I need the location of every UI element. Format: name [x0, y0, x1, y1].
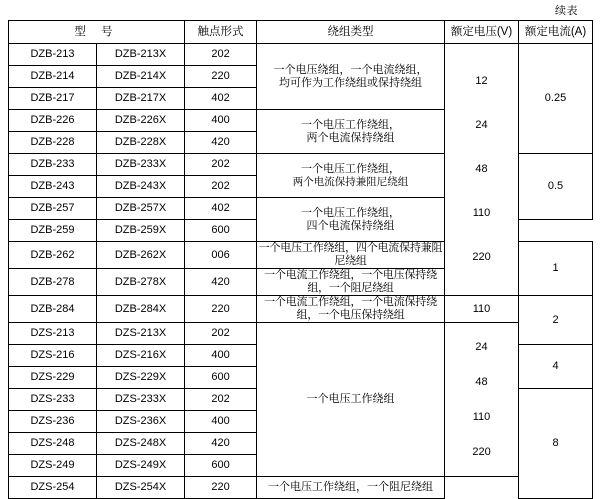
cell-model-a: DZB-278: [9, 269, 97, 296]
cell-model-a: DZS-213: [9, 323, 97, 345]
cell-model-b: DZS-229X: [97, 367, 185, 389]
table-header-row: [9, 21, 593, 44]
cell-contact: 220: [185, 66, 257, 88]
cell-model-b: DZS-248X: [97, 433, 185, 455]
cell-model-a: DZS-249: [9, 455, 97, 477]
cell-model-b: DZB-233X: [97, 154, 185, 176]
cell-model-b: DZB-243X: [97, 176, 185, 198]
cell-contact: 420: [185, 433, 257, 455]
cell-rated-current: 1: [519, 242, 593, 296]
cell-rated-voltage: [445, 44, 519, 296]
cell-winding: [257, 242, 445, 269]
cell-winding: [257, 154, 445, 198]
header-rated-voltage: 额定电压(V): [445, 21, 519, 44]
cell-model-a: DZS-236: [9, 411, 97, 433]
cell-model-a: DZB-226: [9, 110, 97, 132]
cell-model-a: DZS-216: [9, 345, 97, 367]
cell-contact: 006: [185, 242, 257, 269]
cell-contact: 220: [185, 296, 257, 323]
cell-model-a: DZS-229: [9, 367, 97, 389]
cell-winding: [257, 198, 445, 242]
cell-contact: 202: [185, 154, 257, 176]
cell-rated-current: 4: [519, 345, 593, 389]
cell-model-b: DZB-278X: [97, 269, 185, 296]
cell-model-a: DZB-233: [9, 154, 97, 176]
voltage-value: 24: [475, 340, 488, 353]
cell-model-b: DZS-254X: [97, 477, 185, 499]
cell-winding: [257, 269, 445, 296]
cell-model-b: DZB-226X: [97, 110, 185, 132]
table-row: [9, 477, 593, 499]
winding-line-2: 两个电流保持绕组: [306, 131, 395, 144]
cell-contact: 202: [185, 44, 257, 66]
header-model: 型 号: [9, 21, 185, 44]
winding-line-1: 一个电流工作绕组，一个电流保持绕组，一个电压保持绕组: [264, 296, 437, 321]
cell-contact: 420: [185, 132, 257, 154]
cell-model-b: DZB-213X: [97, 44, 185, 66]
cell-model-a: DZB-257: [9, 198, 97, 220]
voltage-value: 48: [475, 163, 488, 175]
winding-line-1: 一个电流工作绕组，一个电压保持绕组，一个阻尼绕组: [264, 269, 437, 294]
cell-model-a: DZB-284: [9, 296, 97, 323]
winding-line-1: 一个电压工作绕组，: [301, 118, 401, 131]
voltage-value: 24: [475, 119, 488, 131]
voltage-value: 110: [472, 207, 491, 219]
header-winding-type: 绕组类型: [257, 21, 445, 44]
cell-model-b: DZS-216X: [97, 345, 185, 367]
cell-model-b: DZS-249X: [97, 455, 185, 477]
winding-line-1: 一个电压工作绕组: [306, 393, 395, 405]
winding-line-2: 均可作为工作绕组或保持绕组: [279, 76, 423, 89]
cell-contact: 400: [185, 345, 257, 367]
continued-table-label: 续表: [555, 5, 578, 17]
cell-rated-voltage: 110: [445, 296, 519, 323]
cell-contact: 202: [185, 389, 257, 411]
cell-contact: 600: [185, 220, 257, 242]
cell-contact: 600: [185, 367, 257, 389]
voltage-value: 220: [472, 251, 491, 263]
winding-line-1: 一个电压工作绕组，四个电流保持兼阻尼绕组: [258, 242, 443, 267]
cell-model-b: DZB-262X: [97, 242, 185, 269]
cell-rated-current: 2: [519, 296, 593, 345]
cell-model-a: DZB-217: [9, 88, 97, 110]
cell-model-a: DZB-213: [9, 44, 97, 66]
cell-model-a: DZB-214: [9, 66, 97, 88]
cell-contact: 402: [185, 198, 257, 220]
cell-model-b: DZB-217X: [97, 88, 185, 110]
cell-model-a: DZS-254: [9, 477, 97, 499]
header-contact-form: 触点形式: [185, 21, 257, 44]
winding-line-2: 四个电流保持绕组: [306, 219, 395, 232]
cell-winding: [257, 477, 445, 499]
cell-model-b: DZS-213X: [97, 323, 185, 345]
cell-winding: [257, 296, 445, 323]
cell-contact: 420: [185, 269, 257, 296]
cell-model-a: DZB-259: [9, 220, 97, 242]
voltage-value: 12: [475, 75, 488, 87]
cell-contact: 202: [185, 176, 257, 198]
cell-model-b: DZB-257X: [97, 198, 185, 220]
specification-table: [8, 20, 593, 499]
header-rated-current: 额定电流(A): [519, 21, 593, 44]
cell-rated-current: 0.5: [519, 154, 593, 220]
cell-model-b: DZS-233X: [97, 389, 185, 411]
voltage-value: 110: [472, 410, 491, 423]
cell-model-a: DZB-262: [9, 242, 97, 269]
cell-contact: 400: [185, 411, 257, 433]
cell-contact: 600: [185, 455, 257, 477]
cell-model-b: DZB-284X: [97, 296, 185, 323]
voltage-value: 220: [472, 445, 491, 458]
cell-model-a: DZB-228: [9, 132, 97, 154]
cell-model-b: DZB-228X: [97, 132, 185, 154]
cell-contact: 400: [185, 110, 257, 132]
winding-line-2: 两个电流保持兼阻尼绕组: [292, 175, 409, 188]
cell-rated-current: 8: [519, 389, 593, 499]
table-row: [9, 296, 593, 323]
cell-contact: 202: [185, 323, 257, 345]
cell-model-b: DZB-214X: [97, 66, 185, 88]
cell-winding: [257, 44, 445, 110]
cell-rated-current: 0.25: [519, 44, 593, 154]
winding-line-1: 一个电压工作绕组，: [301, 162, 401, 175]
table-row: [9, 323, 593, 345]
cell-model-b: DZS-236X: [97, 411, 185, 433]
table-row: [9, 44, 593, 66]
cell-model-b: DZB-259X: [97, 220, 185, 242]
winding-line-1: 一个电压工作绕组，: [301, 206, 401, 219]
voltage-value: 48: [475, 375, 488, 388]
cell-contact: 402: [185, 88, 257, 110]
cell-model-a: DZS-248: [9, 433, 97, 455]
winding-line-1: 一个电压绕组，一个电流绕组，: [273, 63, 428, 76]
cell-model-a: DZS-233: [9, 389, 97, 411]
winding-line-1: 一个电压工作绕组，一个阻尼绕组: [268, 481, 434, 493]
cell-winding: [257, 110, 445, 154]
cell-contact: 220: [185, 477, 257, 499]
cell-model-a: DZB-243: [9, 176, 97, 198]
